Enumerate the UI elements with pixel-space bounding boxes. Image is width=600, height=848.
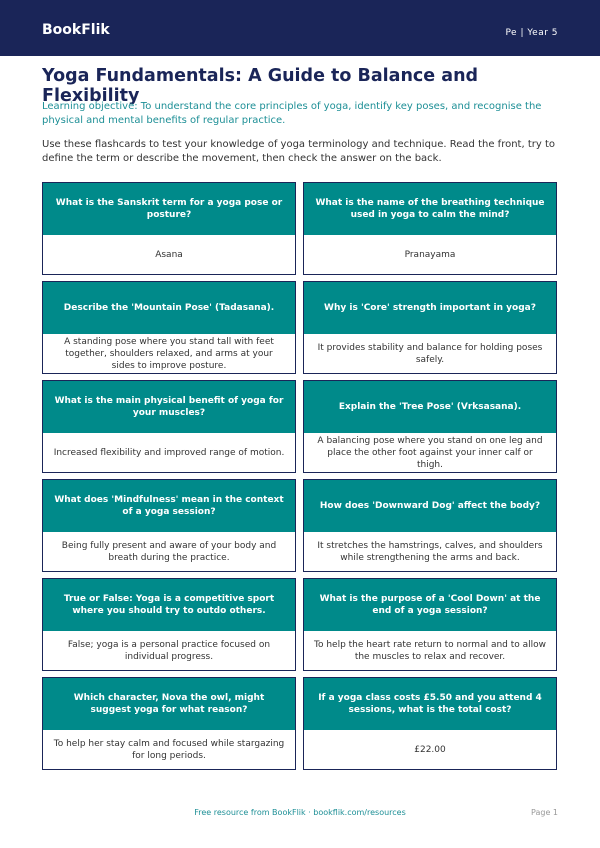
flashcard	[303, 281, 557, 374]
flashcard	[42, 578, 296, 671]
flashcard-back: A balancing pose where you stand on one leg and place the other foot against your inner calf or thigh.	[317, 436, 543, 470]
flashcard-front: How does 'Downward Dog' affect the body?	[304, 480, 556, 532]
flashcard-front: Describe the 'Mountain Pose' (Tadasana).	[43, 282, 295, 334]
instructions: Use these flashcards to test your knowledge of yoga terminology and technique. Read the front, try to define the term or describe the movement, then check the answer on the back.	[42, 139, 555, 164]
flashcard-row	[42, 677, 557, 770]
flashcard-front: What is the Sanskrit term for a yoga pose or posture?	[43, 183, 295, 235]
learning-objective: Learning objective: To understand the core principles of yoga, identify key poses, and recognise the physical and mental benefits of regular practice.	[42, 101, 542, 126]
page-number: Page 1	[531, 808, 558, 817]
flashcard	[42, 182, 296, 275]
page-title: Yoga Fundamentals: A Guide to Balance and Flexibility	[42, 66, 479, 106]
flashcard-back: False; yoga is a personal practice focused on individual progress.	[67, 640, 271, 662]
flashcard-back: Being fully present and aware of your body and breath during the practice.	[61, 541, 277, 563]
flashcard-front: If a yoga class costs £5.50 and you attend 4 sessions, what is the total cost?	[304, 678, 556, 730]
flashcard-back: £22.00	[414, 745, 446, 755]
flashcard	[303, 380, 557, 473]
flashcard-front: Explain the 'Tree Pose' (Vrksasana).	[304, 381, 556, 433]
flashcard	[42, 380, 296, 473]
flashcard-front: What is the main physical benefit of yoga for your muscles?	[43, 381, 295, 433]
flashcard-row	[42, 578, 557, 671]
flashcard-row	[42, 281, 557, 374]
flashcard-front: What is the name of the breathing technique used in yoga to calm the mind?	[304, 183, 556, 235]
subject-year-label: Pe | Year 5	[505, 28, 558, 38]
flashcard	[303, 479, 557, 572]
flashcard	[303, 578, 557, 671]
flashcard-back: Increased flexibility and improved range of motion.	[53, 448, 285, 458]
flashcard-row	[42, 380, 557, 473]
flashcard-row	[42, 182, 557, 275]
flashcard-back: Asana	[155, 250, 183, 260]
flashcard	[42, 281, 296, 374]
flashcard-back: A standing pose where you stand tall with feet together, shoulders relaxed, and arms at your sides to improve posture.	[64, 337, 274, 371]
flashcard-front: Why is 'Core' strength important in yoga?	[304, 282, 556, 334]
flashcard	[303, 677, 557, 770]
flashcard-front: What does 'Mindfulness' mean in the context of a yoga session?	[43, 480, 295, 532]
footer-resource-link[interactable]: Free resource from BookFlik · bookflik.com/resources	[194, 808, 406, 817]
flashcard	[42, 479, 296, 572]
flashcard	[42, 677, 296, 770]
page-header	[0, 0, 600, 56]
flashcard-back: Pranayama	[404, 250, 456, 260]
flashcard-back: To help the heart rate return to normal and to allow the muscles to relax and recover.	[314, 640, 547, 662]
flashcard-back: To help her stay calm and focused while stargazing for long periods.	[53, 739, 285, 761]
brand-logo: BookFlik	[42, 22, 110, 38]
flashcard	[303, 182, 557, 275]
flashcard-back: It stretches the hamstrings, calves, and shoulders while strengthening the arms and back.	[317, 541, 543, 563]
flashcard-front: True or False: Yoga is a competitive sport where you should try to outdo others.	[43, 579, 295, 631]
flashcard-front: Which character, Nova the owl, might suggest yoga for what reason?	[43, 678, 295, 730]
flashcard-front: What is the purpose of a 'Cool Down' at the end of a yoga session?	[304, 579, 556, 631]
flashcard-back: It provides stability and balance for holding poses safely.	[317, 343, 543, 365]
flashcard-row	[42, 479, 557, 572]
